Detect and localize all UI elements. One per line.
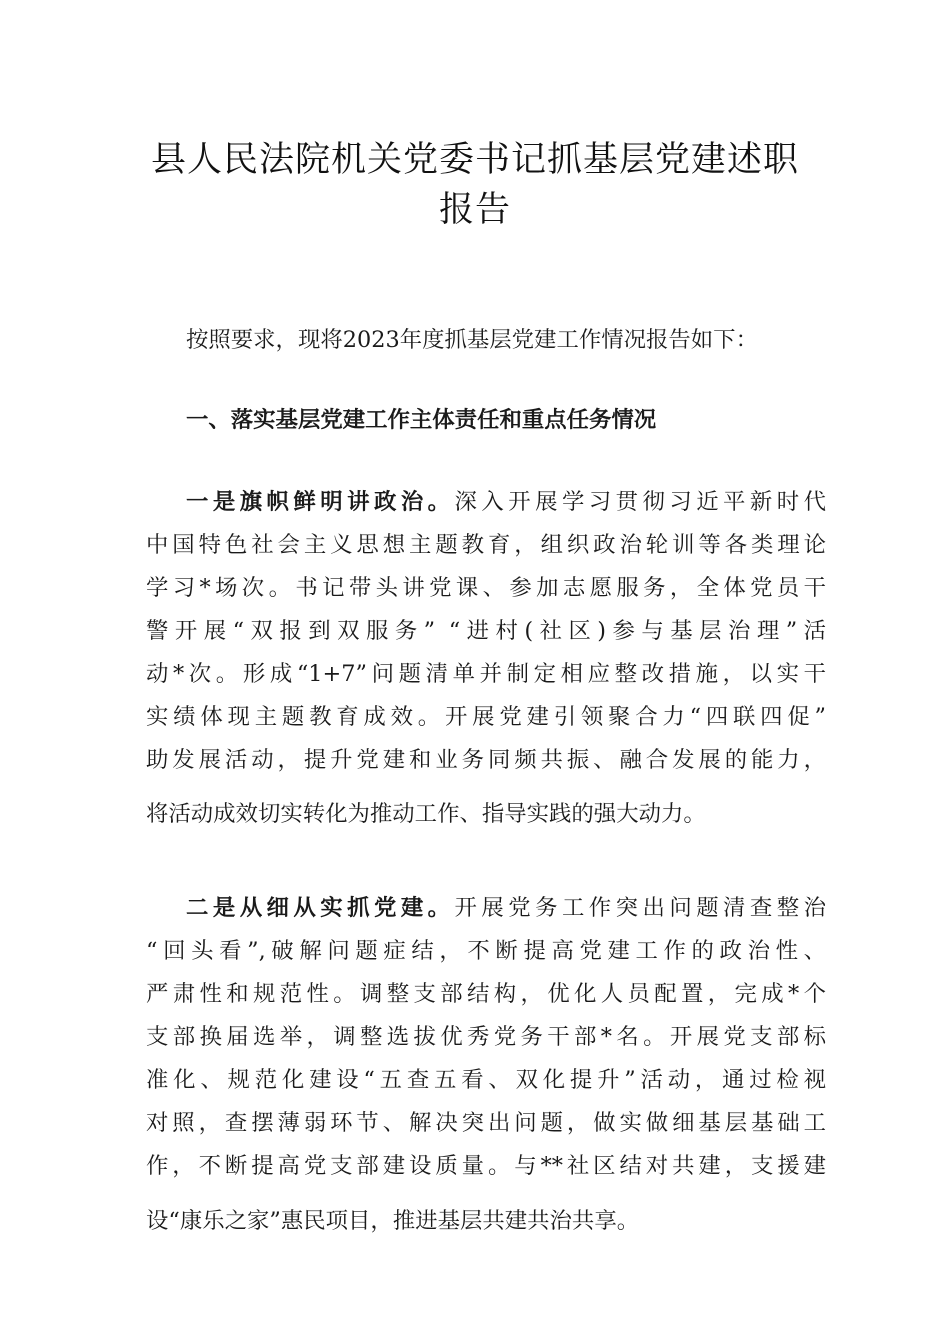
- paragraph-text: 开展党务工作突出问题清查整治: [454, 895, 827, 921]
- paragraph-line: 助发展活动，提升党建和业务同频共振、融合发展的能力，: [146, 747, 826, 773]
- document-title-line1: 县人民法院机关党委书记抓基层党建述职: [150, 140, 799, 180]
- paragraph-lead: 一是旗帜鲜明讲政治。: [186, 489, 455, 515]
- paragraph-line: 警开展“双报到双服务” “进村(社区)参与基层治理”活: [146, 618, 826, 644]
- paragraph-line: 实绩体现主题教育成效。开展党建引领聚合力“四联四促”: [146, 704, 826, 730]
- document-title-line2: 报告: [438, 190, 511, 230]
- paragraph-line: 准化、规范化建设“五查五看、双化提升”活动，通过检视: [146, 1067, 826, 1093]
- paragraph-line: 学习*场次。书记带头讲党课、参加志愿服务，全体党员干: [146, 575, 826, 601]
- intro-paragraph: 按照要求，现将2023年度抓基层党建工作情况报告如下：: [186, 327, 758, 353]
- paragraph-line: 设“康乐之家”惠民项目，推进基层共建共治共享。: [146, 1208, 640, 1234]
- paragraph-line: [186, 893, 826, 923]
- paragraph-line: 作，不断提高党支部建设质量。与**社区结对共建，支援建: [146, 1153, 826, 1179]
- paragraph-line: 将活动成效切实转化为推动工作、指导实践的强大动力。: [146, 801, 706, 827]
- paragraph-line: 对照，查摆薄弱环节、解决突出问题，做实做细基层基础工: [146, 1110, 826, 1136]
- paragraph-text: 深入开展学习贯彻习近平新时代: [454, 489, 827, 515]
- section-heading: 一、落实基层党建工作主体责任和重点任务情况: [186, 407, 657, 433]
- paragraph-line: 严肃性和规范性。调整支部结构，优化人员配置，完成*个: [146, 981, 826, 1007]
- paragraph-line: 中国特色社会主义思想主题教育，组织政治轮训等各类理论: [146, 532, 826, 558]
- paragraph-line: 动*次。形成“1+7”问题清单并制定相应整改措施，以实干: [146, 661, 826, 687]
- paragraph-lead: 二是从细从实抓党建。: [186, 895, 455, 921]
- paragraph-line: 支部换届选举，调整选拔优秀党务干部*名。开展党支部标: [146, 1024, 826, 1050]
- paragraph-line: [186, 487, 826, 517]
- paragraph-line: “回头看”,破解问题症结，不断提高党建工作的政治性、: [146, 938, 826, 964]
